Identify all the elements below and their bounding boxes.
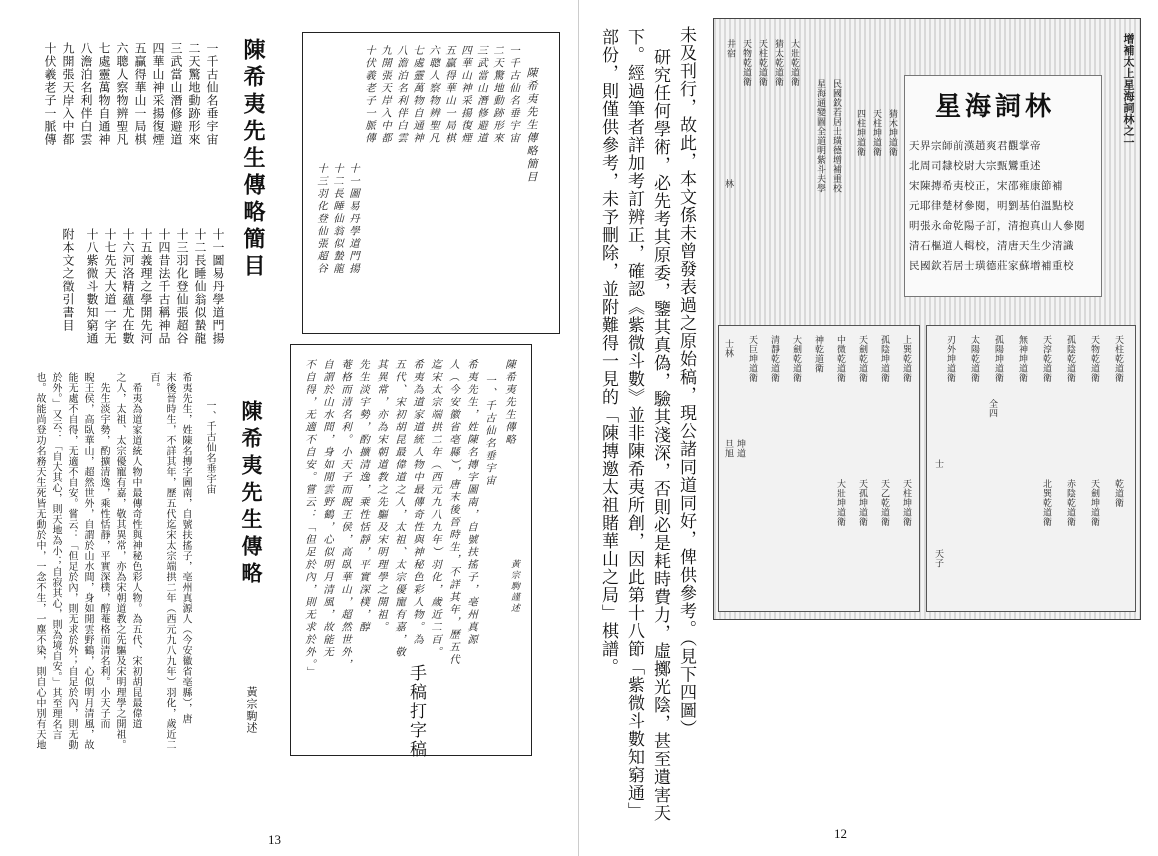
bio-line: 希夷先生，姓陳名摶字圖南，自號扶搖子，亳州真源人（今安徽省亳縣），唐 <box>180 372 191 724</box>
scan-label: 天柱坤道衛 <box>871 109 881 157</box>
scan-label: 天物乾道衛 <box>741 39 751 87</box>
ms-line: 三武當山潛修避道 <box>476 45 488 145</box>
ms-line: 不自得，无適不自安。嘗云：「但足於內，則无求於外。」 <box>304 359 316 679</box>
scan-grid-cell: 天孤坤道衛 <box>857 479 867 527</box>
scan-grid-cell: 乾道衛 <box>1113 479 1123 508</box>
bio-line: 末後晉時生，不詳其年，歷五代迄宋太宗端拱二年（西元九八九年）羽化，歲近二 <box>164 372 175 750</box>
ms-line: 五贏得華山一局棋 <box>444 45 456 145</box>
ms-line: 希夷先生，姓陳名摶字圖南，自號扶搖子，亳州真源 <box>466 359 478 647</box>
scan-banner-line: 清石樞道人輯校，清唐天生少清識 <box>909 240 1074 252</box>
toc-item: 二天驚地動跡形來 <box>187 42 201 146</box>
scan-grid-cell: 天巨坤道衛 <box>747 335 757 383</box>
toc-item: 十三羽化登仙張超谷 <box>175 228 189 345</box>
bio-title: 陳希夷先生傳略 <box>239 400 264 589</box>
toc-item: 六聰人察物辨聖凡 <box>115 42 129 146</box>
ms-bio-author: 黃宗駒謹述 <box>509 559 519 614</box>
scan-mark: 坤道 <box>735 439 745 458</box>
body-column: 研究任何學術，必先考其原委，鑒其真偽，驗其淺深，否則必是耗時費力，虛擲光陰，甚至遺害天 <box>650 48 670 822</box>
scan-banner-line: 天界宗師前漢趙爽君觀掌帝 <box>909 140 1041 152</box>
ms-line: 一千古仙名垂宇宙 <box>508 45 520 145</box>
scan-grid-cell: 赤陰乾道衛 <box>1065 479 1075 527</box>
scan-banner-line: 明張永命乾陽子訂，清抱真山人參閱 <box>909 220 1085 232</box>
scan-grid-cell: 孤陰乾道衛 <box>1065 335 1075 383</box>
toc-item: 十六河洛精蘊尤在數 <box>121 228 135 345</box>
ms-line: 五代、宋初胡昆最偉道之人，太祖、太宗優寵有嘉，敬 <box>394 359 406 659</box>
scan-grid-cell: 天劍坤道衛 <box>1089 479 1099 527</box>
toc-item: 五贏得華山一局棋 <box>133 42 147 146</box>
ms-line: 九開張天岸入中都 <box>380 45 392 145</box>
bio-section-heading: 一、千古仙名垂宇宙 <box>204 400 215 495</box>
bio-line: 希夷為道家道統人物中最傳奇性與神秘色彩人物。為五代、宋初胡昆最偉道 <box>130 372 141 729</box>
scan-grid-cell: 刃外坤道衛 <box>945 335 955 383</box>
scan-mark: 全四 <box>987 399 997 418</box>
bio-line: 先生淡宇勢，酌擴清逸，乘性恬靜，平實深樸，醇菴格而清名利。小天子而 <box>98 372 109 729</box>
toc-item: 十八紫微斗數知窮通 <box>85 228 99 345</box>
bio-line: 睨王侯，高臥華山，超然世外，自謂於山水間，身如閒雲野鶴，心似明月清風，故 <box>82 372 93 750</box>
scan-grid-cell: 天柱乾道衛 <box>1113 335 1123 383</box>
scan-mark: 旦旭 <box>723 439 733 458</box>
ms-line: 十二長睡仙翁似蟄龍 <box>332 163 344 276</box>
scan-grid-cell: 天柱坤道衛 <box>901 479 911 527</box>
scan-grid-cell: 天乙乾道衛 <box>879 479 889 527</box>
toc-title: 陳希夷先生傳略簡目 <box>240 38 266 281</box>
bio-line: 之人，太祖、太宗優寵有嘉，敬其異常，亦為宋朝道教之先驅及宋明理學之開祖。 <box>114 372 125 750</box>
toc-item: 十七先天大道一字无 <box>103 228 117 345</box>
scan-mark: 士林 <box>723 339 733 358</box>
toc-item: 九開張天岸入中都 <box>61 42 75 146</box>
ms-line: 一、千古仙名垂宇宙 <box>484 375 496 488</box>
scan-label: 四柱坤道衛 <box>855 109 865 157</box>
bio-line: 百。 <box>148 372 159 393</box>
ms-line: 十一圖易丹學道門揚 <box>348 163 360 276</box>
scan-grid-cell: 天淳乾道衛 <box>1041 335 1051 383</box>
ms-line: 八澹泊名利伴白雲 <box>396 45 408 145</box>
bio-body <box>20 372 192 792</box>
toc-item: 十一圖易丹學道門揚 <box>211 228 225 345</box>
ms-line: 二天驚地動跡形來 <box>492 45 504 145</box>
scan-grid-cell: 無神坤道衛 <box>1017 335 1027 383</box>
scan-banner-line: 北周司隸校尉大宗甄鸞重述 <box>909 160 1041 172</box>
toc-item: 八澹泊名利伴白雲 <box>79 42 93 146</box>
scan-mid-label: 星海通變圖全道明紫斗夫學 <box>815 79 825 193</box>
page-number-right: 12 <box>834 826 847 841</box>
body-column: 未及刊行，故此，本文係未曾發表過之原始稿，現公諸同道同好，俾供參考。（見下四圖） <box>676 26 696 738</box>
scan-grid-cell: 太陽乾道衛 <box>969 335 979 383</box>
scan-banner <box>904 75 1102 297</box>
scan-mark: 林 <box>723 179 733 189</box>
scan-label: 井宿 <box>725 39 735 58</box>
ms-toc-title: 陳希夷先生傳略簡目 <box>525 67 538 184</box>
bio-line: 於外。」又云：「自大其心，則天地為小；自寂其心，則為境自安。」其至理名言 <box>50 372 61 740</box>
scan-label: 天柱乾道衛 <box>757 39 767 87</box>
scan-label: 大壯乾道衛 <box>789 39 799 87</box>
toc-item: 十二長睡仙翁似蟄龍 <box>193 228 207 345</box>
scan-banner-title: 星海詞林 <box>935 92 1056 122</box>
right-page <box>579 0 1158 856</box>
scanned-star-chart <box>713 18 1141 620</box>
scan-grid-cell: 中微乾道衛 <box>835 335 845 383</box>
toc-appendix: 附本文之徵引書目 <box>61 228 75 332</box>
ms-line: 六聰人察物辨聖凡 <box>428 45 440 145</box>
toc-item: 三武當山潛修避道 <box>169 42 183 146</box>
scan-banner-line: 元耶律楚材參閱，明劉基伯溫點校 <box>909 200 1074 212</box>
toc-item: 十五義理之學開先河 <box>139 228 153 345</box>
scan-label: 猜木坤道衛 <box>887 109 897 157</box>
scan-mark: 天子 <box>933 549 943 568</box>
bio-line: 也。故能尚登功名務天生死皆无動於中，一念不生，一塵不染，則自心中別有天地 <box>34 372 45 750</box>
scan-grid-cell: 大劍乾道衛 <box>791 335 801 383</box>
scan-grid-cell: 孤陽坤道衛 <box>993 335 1003 383</box>
scan-grid-cell: 神乾道衛 <box>813 335 823 373</box>
scan-banner-line: 民國欽若居士璜德莊家蘇增補重校 <box>909 260 1074 272</box>
body-column: 下。經過筆者詳加考訂辨正，確認《紫微斗數》並非陳希夷所創，因此第十八節「紫微斗數知窮通」 <box>624 28 644 820</box>
toc-item: 七處靈萬物自通神 <box>97 42 111 146</box>
ms-line: 人（今安徽省亳縣），唐末後晉時生，不詳其年，歷五代 <box>448 359 460 667</box>
manuscript-caption: 手稿打字稿 <box>406 664 426 759</box>
scan-mark: 士 <box>933 459 943 469</box>
scan-mid-label: 民國欽若居士璜德增補重校 <box>831 79 841 193</box>
ms-line: 四華山神采揚復煙 <box>460 45 472 145</box>
scan-grid-cell: 清靜乾道衛 <box>769 335 779 383</box>
toc-item: 十伏羲老子一脈傳 <box>43 42 57 146</box>
page-number-left: 13 <box>268 832 281 847</box>
ms-line: 七處靈萬物自通神 <box>412 45 424 145</box>
ms-line: 其異常，亦為宋朝道教之先驅及宋明理學之開祖。 <box>376 359 388 634</box>
scan-banner-line: 宋陳摶希夷校正，宋邵雍康節補 <box>909 180 1063 192</box>
bio-author: 黃宗駒述 <box>245 686 258 734</box>
ms-line: 迄宋太宗端拱二年（西元九八九年）羽化，歲近二百。 <box>430 359 442 659</box>
scan-grid-cell: 天物乾道衛 <box>1089 335 1099 383</box>
scan-grid-cell: 北巽乾道衛 <box>1041 479 1051 527</box>
scan-grid-right <box>926 325 1136 612</box>
scan-grid-cell: 孤陰坤道衛 <box>879 335 889 383</box>
ms-line: 十伏羲老子一脈傳 <box>364 45 376 145</box>
scan-label: 猜太乾道衛 <box>773 39 783 87</box>
ms-line: 十三羽化登仙張超谷 <box>316 163 328 276</box>
bio-line: 能无處不自得，无適不自安。嘗云：「但足於內，則无求於外；自足於內，則无動 <box>66 372 77 750</box>
ms-line: 先生淡宇勢，酌擴清逸，乘性恬靜，平實深樸，醇 <box>358 359 370 634</box>
ms-line: 菴格而清名利。小天子而睨王侯，高臥華山，超然世外， <box>340 359 352 672</box>
scan-grid-cell: 天劍乾道衛 <box>857 335 867 383</box>
scan-grid-cell: 上巽乾道衛 <box>901 335 911 383</box>
toc-item: 十四昔法千古稱神品 <box>157 228 171 345</box>
ms-bio-title: 陳希夷先生傳略 <box>504 359 516 447</box>
scan-grid-cell: 大壯坤道衛 <box>835 479 845 527</box>
toc-items-left <box>30 228 226 378</box>
manuscript-toc-image <box>302 32 560 334</box>
toc-item: 一千古仙名垂宇宙 <box>205 42 219 146</box>
toc-item: 四華山神采揚復煙 <box>151 42 165 146</box>
scan-header-col: 增補太上星海詞林之一 <box>1122 33 1135 148</box>
left-page <box>0 0 578 856</box>
ms-line: 自謂於山水間，身如閒雲野鶴，心似明月清風，故能无 <box>322 359 334 659</box>
body-column: 部份，則僅供參考，未予刪除，並附難得一見的「陳摶邀太祖賭華山之局」棋譜。 <box>598 28 618 676</box>
scan-banner-lines <box>909 136 1099 276</box>
ms-line: 希夷為道家道統人物中最傳奇性與神秘色彩人物。為 <box>412 359 424 647</box>
